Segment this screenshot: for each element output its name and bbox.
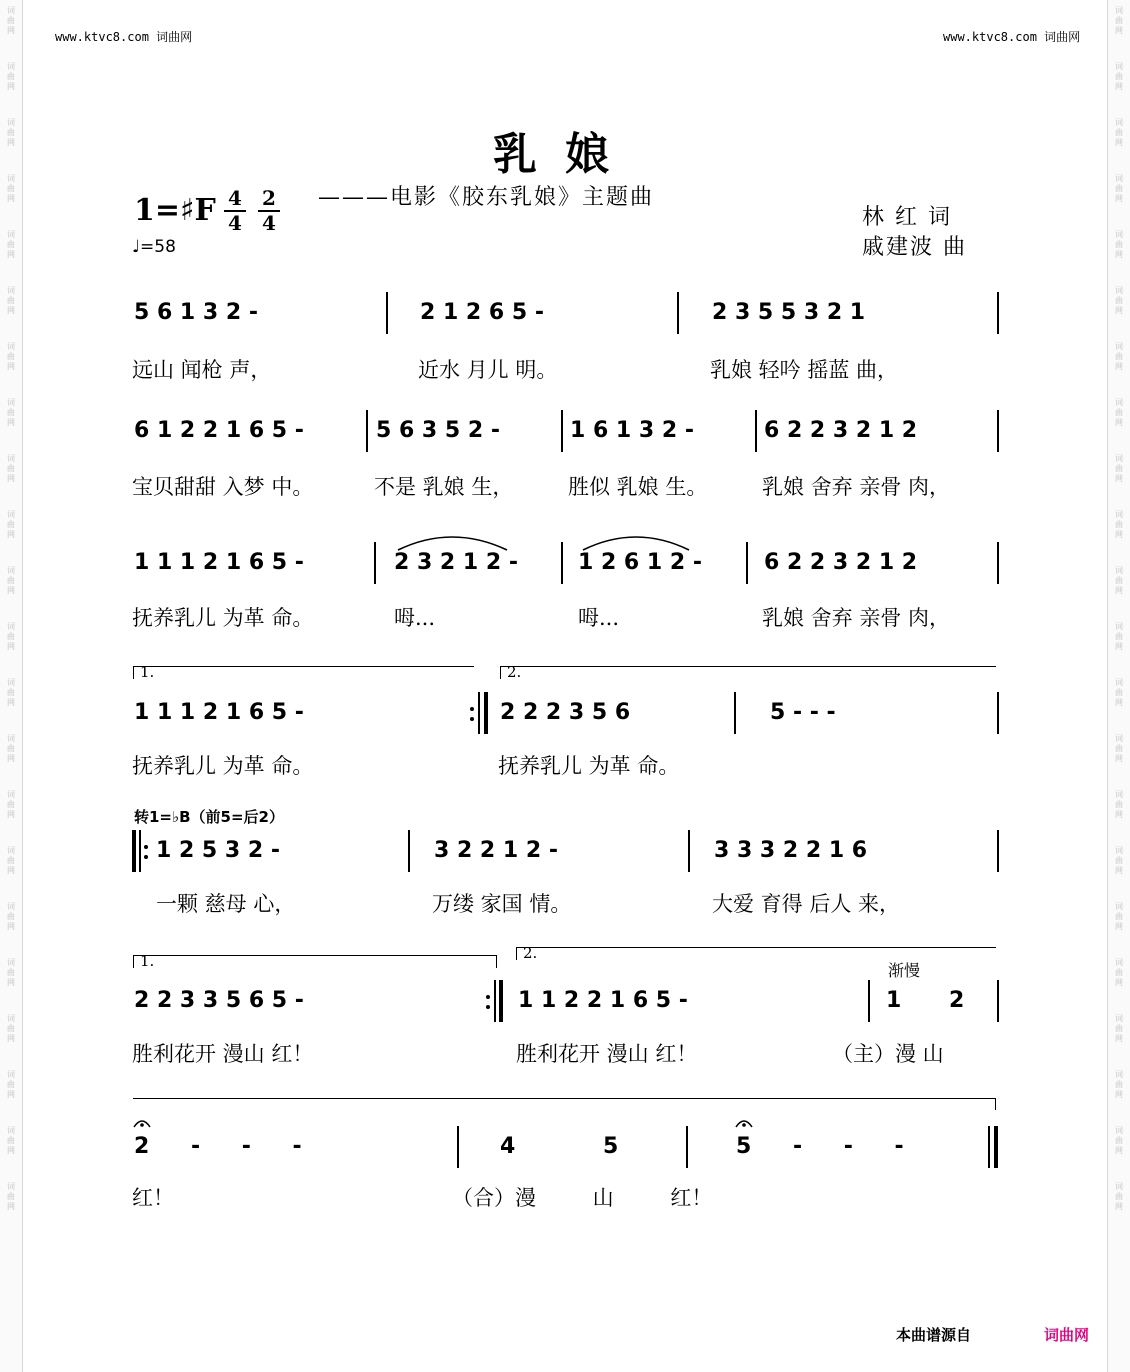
lyric-phrase: 胜似 乳娘 生。 <box>568 475 708 499</box>
volta-label: 1. <box>140 663 155 681</box>
barline <box>561 542 563 584</box>
measure-notes: 6 2 2 3 2 1 2 <box>764 550 918 575</box>
watermark-text: 词 曲 网 <box>7 118 15 147</box>
ritardando-mark: 渐慢 <box>888 961 921 980</box>
watermark-text: 词 曲 网 <box>1115 622 1123 651</box>
fermata-icon <box>132 1116 152 1128</box>
barline <box>408 830 410 872</box>
measure-notes: 2 2 2 3 5 6 <box>500 700 631 725</box>
key-change-mark: 转1=♭B（前5=后2） <box>134 808 284 826</box>
volta-label: 1. <box>140 952 155 970</box>
watermark-text: 词 曲 网 <box>1115 230 1123 259</box>
repeat-dot <box>470 717 474 721</box>
watermark-text: 词 曲 网 <box>1115 398 1123 427</box>
barline <box>734 692 736 734</box>
measure-notes: 1 6 1 3 2 - <box>570 418 694 443</box>
volta-label: 2. <box>507 663 522 681</box>
watermark-text: 词 曲 网 <box>1115 1070 1123 1099</box>
measure-notes: 1 1 1 2 1 6 5 - <box>134 550 304 575</box>
time-top: 2 <box>262 186 276 210</box>
watermark-text: 词 曲 网 <box>7 1182 15 1211</box>
measure-notes: 1 2 5 3 2 - <box>156 838 280 863</box>
lyric-phrase: 呣... <box>578 606 620 630</box>
repeat-dot <box>486 1005 490 1009</box>
watermark-text: 词 曲 网 <box>7 734 15 763</box>
lyric-phrase: 抚养乳儿 为革 命。 <box>132 754 314 778</box>
lyric-phrase: 乳娘 舍弃 亲骨 肉， <box>762 475 951 499</box>
repeat-start-barline-thick <box>132 830 136 872</box>
measure-notes: 1 1 1 2 1 6 5 - <box>134 700 304 725</box>
lyric-phrase: 抚养乳儿 为革 命。 <box>132 606 314 630</box>
volta-bracket-2 <box>516 944 996 962</box>
tempo-mark: ♩=58 <box>132 237 176 257</box>
barline <box>366 410 368 452</box>
volta-bracket-2 <box>500 663 996 681</box>
watermark-text: 词 曲 网 <box>1115 342 1123 371</box>
barline <box>997 692 999 734</box>
barline <box>688 830 690 872</box>
watermark-text: 词 曲 网 <box>7 454 15 483</box>
slur-arc <box>580 530 692 552</box>
watermark-text: 词 曲 网 <box>7 1070 15 1099</box>
measure-notes: 4 5 <box>500 1134 619 1159</box>
watermark-text: 词 曲 网 <box>7 678 15 707</box>
repeat-end-barline <box>478 692 480 734</box>
watermark-text: 词 曲 网 <box>1115 286 1123 315</box>
site-url-right: www.ktvc8.com 词曲网 <box>943 30 1081 44</box>
barline <box>755 410 757 452</box>
extension-line-end <box>995 1098 996 1110</box>
song-subtitle: ———电影《胶东乳娘》主题曲 <box>318 185 655 210</box>
measure-notes: 2 - - - <box>134 1134 302 1159</box>
left-watermark-strip <box>0 0 23 1372</box>
watermark-text: 词 曲 网 <box>7 902 15 931</box>
lyric-phrase: 胜利花开 漫山 红！ <box>516 1042 698 1066</box>
time-top: 4 <box>228 186 242 210</box>
barline <box>746 542 748 584</box>
lyric-phrase: （合）漫 山 红！ <box>452 1186 713 1210</box>
barline <box>997 410 999 452</box>
measure-notes: 2 2 3 3 5 6 5 - <box>134 988 304 1013</box>
watermark-text: 词 曲 网 <box>7 510 15 539</box>
time-bottom: 4 <box>262 211 276 235</box>
watermark-text: 词 曲 网 <box>1115 790 1123 819</box>
measure-notes: 1 1 2 2 1 6 5 - <box>518 988 688 1013</box>
repeat-end-barline <box>494 980 496 1022</box>
barline <box>997 980 999 1022</box>
slur-arc <box>395 530 510 552</box>
lyric-phrase: 呣... <box>394 606 436 630</box>
watermark-text: 词 曲 网 <box>1115 566 1123 595</box>
measure-notes: 5 - - - <box>736 1134 904 1159</box>
source-brand-link[interactable]: 词曲网 <box>1044 1326 1090 1344</box>
measure-notes: 5 6 3 5 2 - <box>376 418 500 443</box>
lyric-phrase: 一颗 慈母 心， <box>156 892 296 916</box>
watermark-text: 词 曲 网 <box>7 846 15 875</box>
measure-notes: 1 2 <box>886 988 965 1013</box>
barline <box>386 292 388 334</box>
watermark-text: 词 曲 网 <box>1115 510 1123 539</box>
lyric-phrase: 宝贝甜甜 入梦 中。 <box>132 475 314 499</box>
repeat-dot <box>144 855 148 859</box>
song-title: 乳娘 <box>493 129 637 180</box>
volta-label: 2. <box>523 944 538 962</box>
time-signature-4-4 <box>224 188 246 234</box>
watermark-text: 词 曲 网 <box>7 1126 15 1155</box>
barline <box>997 542 999 584</box>
measure-notes: 6 2 2 3 2 1 2 <box>764 418 918 443</box>
final-barline <box>988 1126 990 1168</box>
barline <box>868 980 870 1022</box>
watermark-text: 词 曲 网 <box>1115 118 1123 147</box>
watermark-text: 词 曲 网 <box>7 958 15 987</box>
barline <box>686 1126 688 1168</box>
fermata-icon <box>734 1116 754 1128</box>
lyric-phrase: 乳娘 舍弃 亲骨 肉， <box>762 606 951 630</box>
barline <box>561 410 563 452</box>
watermark-text: 词 曲 网 <box>1115 1182 1123 1211</box>
time-bottom: 4 <box>228 211 242 235</box>
watermark-text: 词 曲 网 <box>7 790 15 819</box>
lyric-phrase: 不是 乳娘 生， <box>374 475 514 499</box>
repeat-start-barline <box>139 830 141 872</box>
repeat-dot <box>486 995 490 999</box>
barline <box>997 830 999 872</box>
composer-credit: 戚建波 曲 <box>862 235 967 260</box>
lyric-phrase: 大爱 育得 后人 来， <box>712 892 901 916</box>
watermark-text: 词 曲 网 <box>7 62 15 91</box>
watermark-text: 词 曲 网 <box>7 286 15 315</box>
watermark-text: 词 曲 网 <box>7 1014 15 1043</box>
barline <box>374 542 376 584</box>
watermark-text: 词 曲 网 <box>1115 1014 1123 1043</box>
volta-bracket-1 <box>133 952 497 970</box>
watermark-text: 词 曲 网 <box>1115 678 1123 707</box>
lyric-phrase: 万缕 家国 情。 <box>432 892 572 916</box>
lyricist-credit: 林 红 词 <box>862 205 952 230</box>
extension-line <box>133 1098 995 1099</box>
measure-notes: 3 2 2 1 2 - <box>434 838 558 863</box>
measure-notes: 2 1 2 6 5 - <box>420 300 544 325</box>
lyric-phrase: 近水 月儿 明。 <box>418 358 558 382</box>
measure-notes: 6 1 2 2 1 6 5 - <box>134 418 304 443</box>
watermark-text: 词 曲 网 <box>1115 6 1123 35</box>
watermark-text: 词 曲 网 <box>1115 734 1123 763</box>
barline <box>457 1126 459 1168</box>
lyric-phrase: 抚养乳儿 为革 命。 <box>498 754 680 778</box>
lyric-phrase: 乳娘 轻吟 摇蓝 曲， <box>710 358 899 382</box>
watermark-text: 词 曲 网 <box>7 622 15 651</box>
final-barline-thick <box>994 1126 998 1168</box>
watermark-text: 词 曲 网 <box>1115 62 1123 91</box>
measure-notes: 3 3 3 2 2 1 6 <box>714 838 868 863</box>
repeat-dot <box>470 707 474 711</box>
watermark-text: 词 曲 网 <box>1115 454 1123 483</box>
lyric-phrase: 远山 闻枪 声， <box>132 358 272 382</box>
watermark-text: 词 曲 网 <box>7 174 15 203</box>
measure-notes: 2 3 5 5 3 2 1 <box>712 300 866 325</box>
source-label: 本曲谱源自 <box>896 1326 972 1344</box>
watermark-text: 词 曲 网 <box>7 6 15 35</box>
repeat-end-barline-thick <box>484 692 488 734</box>
watermark-text: 词 曲 网 <box>7 398 15 427</box>
watermark-text: 词 曲 网 <box>1115 1126 1123 1155</box>
watermark-text: 词 曲 网 <box>1115 958 1123 987</box>
watermark-text: 词 曲 网 <box>1115 846 1123 875</box>
watermark-text: 词 曲 网 <box>1115 174 1123 203</box>
watermark-text: 词 曲 网 <box>1115 902 1123 931</box>
watermark-text: 词 曲 网 <box>7 342 15 371</box>
lyric-phrase: （主）漫 山 <box>832 1042 944 1066</box>
repeat-dot <box>144 845 148 849</box>
barline <box>997 292 999 334</box>
watermark-text: 词 曲 网 <box>7 230 15 259</box>
right-watermark-strip <box>1107 0 1130 1372</box>
key-signature: 1=♯F <box>134 193 216 228</box>
lyric-phrase: 红！ <box>132 1186 174 1210</box>
barline <box>677 292 679 334</box>
measure-notes: 5 6 1 3 2 - <box>134 300 258 325</box>
measure-notes: 2 3 2 1 2 - <box>394 550 518 575</box>
lyric-phrase: 胜利花开 漫山 红！ <box>132 1042 314 1066</box>
volta-bracket-1 <box>133 663 474 681</box>
measure-notes: 5 - - - <box>770 700 836 725</box>
time-signature-2-4 <box>258 188 280 234</box>
measure-notes: 1 2 6 1 2 - <box>578 550 702 575</box>
watermark-text: 词 曲 网 <box>7 566 15 595</box>
repeat-end-barline-thick <box>499 980 503 1022</box>
site-url-left: www.ktvc8.com 词曲网 <box>55 30 193 44</box>
